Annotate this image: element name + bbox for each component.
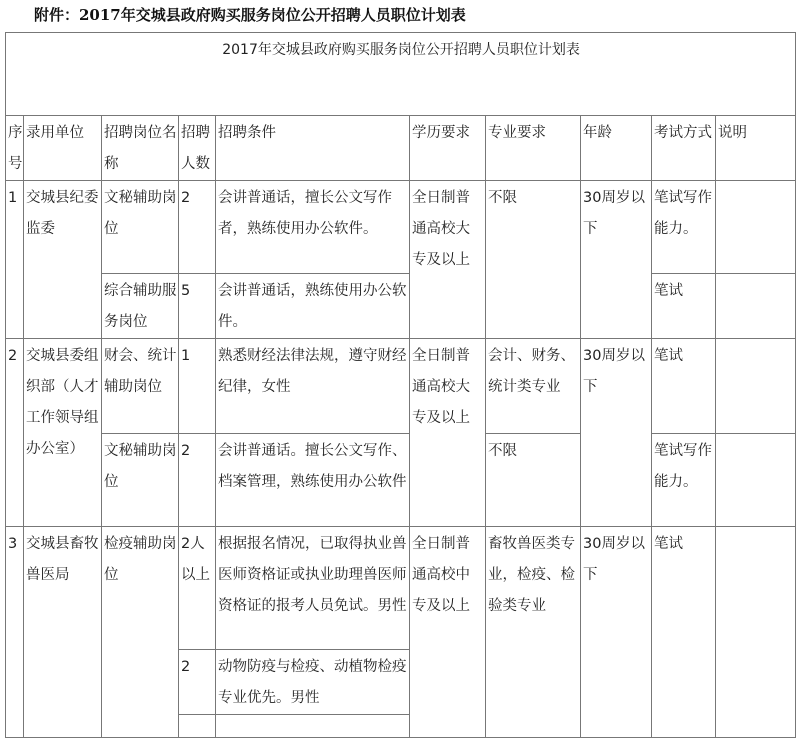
- count-cell: 2: [179, 181, 216, 274]
- conditions-cell: 根据报名情况，已取得执业兽医师资格证或执业助理兽医师资格证的报考人员免试。男性: [216, 527, 410, 650]
- employer-cell: 交城县纪委监委: [24, 181, 102, 339]
- major-cell: 畜牧兽医类专业，检疫、检验类专业: [486, 527, 581, 738]
- header-age: 年龄: [581, 116, 652, 181]
- exam-cell: 笔试: [652, 274, 716, 339]
- header-major: 专业要求: [486, 116, 581, 181]
- position-cell: 检疫辅助岗位: [102, 527, 179, 738]
- table-row: [6, 527, 796, 650]
- seq-cell: 3: [6, 527, 24, 738]
- remarks-cell: [716, 181, 796, 274]
- header-conditions: 招聘条件: [216, 116, 410, 181]
- employer-cell: 交城县畜牧兽医局: [24, 527, 102, 738]
- remarks-cell: [716, 339, 796, 434]
- table-row: [6, 434, 796, 527]
- age-cell: 30周岁以下: [581, 339, 652, 527]
- table-row: [6, 274, 796, 339]
- conditions-cell: 会讲普通话，熟练使用办公软件。: [216, 274, 410, 339]
- header-position: 招聘岗位名称: [102, 116, 179, 181]
- attachment-heading: 附件：2017年交城县政府购买服务岗位公开招聘人员职位计划表: [34, 6, 466, 24]
- header-exam: 考试方式: [652, 116, 716, 181]
- education-cell: 全日制普通高校大专及以上: [410, 339, 486, 527]
- position-cell: 文秘辅助岗位: [102, 181, 179, 274]
- conditions-cell: 会讲普通话，擅长公文写作者，熟练使用办公软件。: [216, 181, 410, 274]
- remarks-cell: [716, 527, 796, 738]
- position-cell: 综合辅助服务岗位: [102, 274, 179, 339]
- count-cell: [179, 715, 216, 738]
- header-education: 学历要求: [410, 116, 486, 181]
- count-cell: 2人以上: [179, 527, 216, 650]
- conditions-cell: 熟悉财经法律法规，遵守财经纪律，女性: [216, 339, 410, 434]
- table-caption: 2017年交城县政府购买服务岗位公开招聘人员职位计划表: [6, 33, 796, 116]
- exam-cell: 笔试写作能力。: [652, 181, 716, 274]
- remarks-cell: [716, 274, 796, 339]
- count-cell: 2: [179, 434, 216, 527]
- count-cell: 2: [179, 650, 216, 715]
- seq-cell: 2: [6, 339, 24, 527]
- count-cell: 5: [179, 274, 216, 339]
- major-cell: 不限: [486, 181, 581, 339]
- header-seq: 序号: [6, 116, 24, 181]
- table-row: [6, 181, 796, 274]
- position-cell: 文秘辅助岗位: [102, 434, 179, 527]
- major-cell: 不限: [486, 434, 581, 527]
- employer-cell: 交城县委组织部（人才工作领导组办公室）: [24, 339, 102, 527]
- conditions-cell: [216, 715, 410, 738]
- table-header-row: [6, 116, 796, 181]
- header-employer: 录用单位: [24, 116, 102, 181]
- education-cell: 全日制普通高校中专及以上: [410, 527, 486, 738]
- seq-cell: 1: [6, 181, 24, 339]
- major-cell: 会计、财务、统计类专业: [486, 339, 581, 434]
- education-cell: 全日制普通高校大专及以上: [410, 181, 486, 339]
- remarks-cell: [716, 434, 796, 527]
- conditions-cell: 动物防疫与检疫、动植物检疫专业优先。男性: [216, 650, 410, 715]
- exam-cell: 笔试写作能力。: [652, 434, 716, 527]
- age-cell: 30周岁以下: [581, 181, 652, 339]
- exam-cell: 笔试: [652, 339, 716, 434]
- header-remarks: 说明: [716, 116, 796, 181]
- exam-cell: 笔试: [652, 527, 716, 738]
- header-count: 招聘人数: [179, 116, 216, 181]
- conditions-cell: 会讲普通话。擅长公文写作、档案管理，熟练使用办公软件: [216, 434, 410, 527]
- age-cell: 30周岁以下: [581, 527, 652, 738]
- recruitment-plan-table: [5, 32, 796, 738]
- table-row: [6, 339, 796, 434]
- position-cell: 财会、统计辅助岗位: [102, 339, 179, 434]
- count-cell: 1: [179, 339, 216, 434]
